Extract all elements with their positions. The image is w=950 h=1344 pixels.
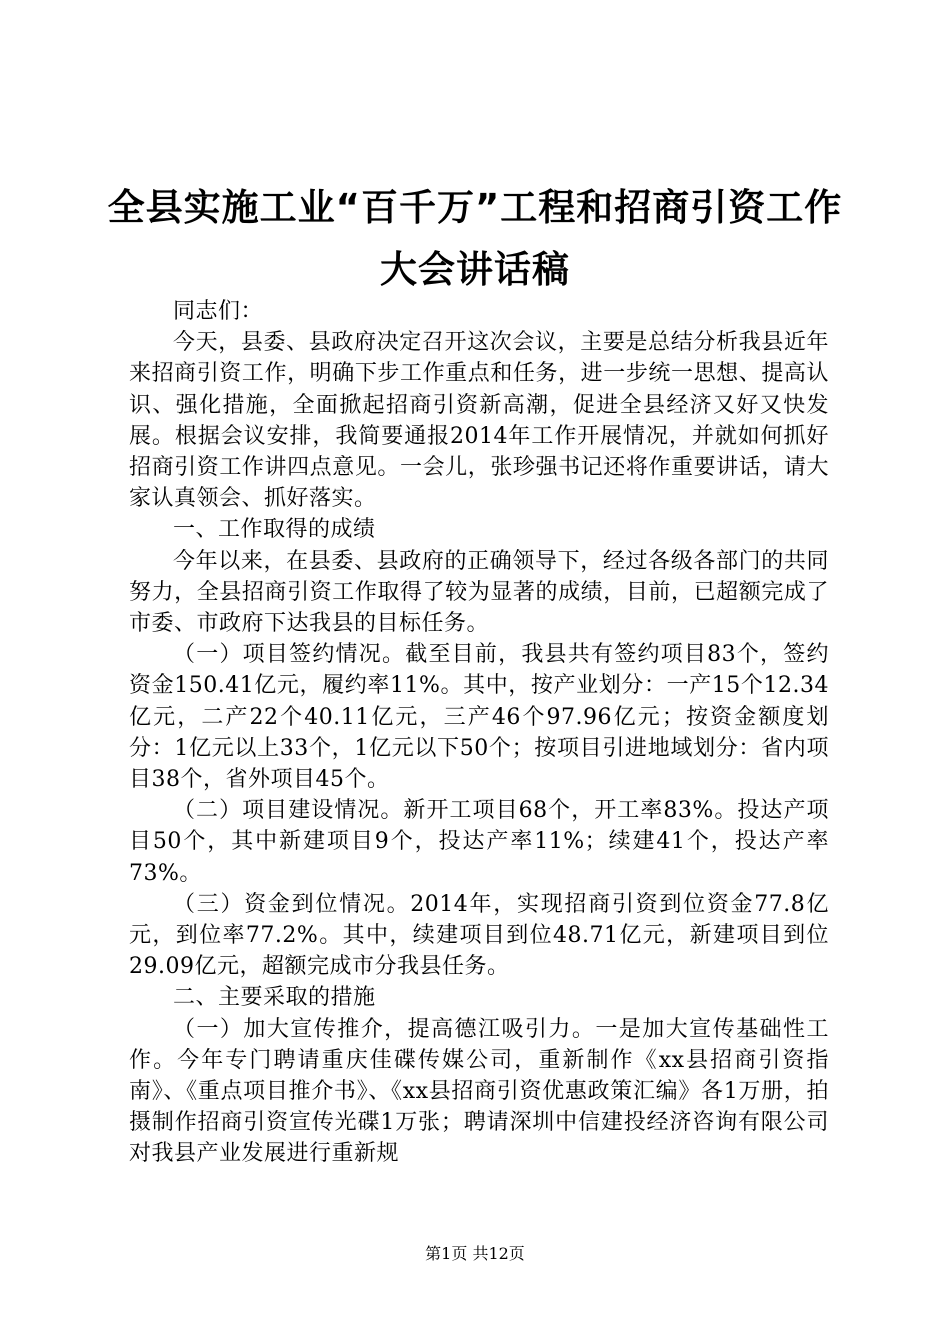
paragraph-project-construction: （二）项目建设情况。新开工项目68个，开工率83%。投达产项目50个，其中新建项目9个，投达产率11%；续建41个，投达产率73%。	[129, 798, 829, 886]
page-number-footer: 第1页 共12页	[425, 1244, 525, 1263]
paragraph-funds-arrival: （三）资金到位情况。2014年，实现招商引资到位资金77.8亿元，到位率77.2%。其中，续建项目到位48.71亿元，新建项目到位29.09亿元，超额完成市分我县任务。	[129, 891, 829, 980]
section-heading-achievements: 一、工作取得的成绩	[173, 517, 376, 543]
document-body	[129, 296, 829, 1170]
document-title-line-1: 全县实施工业“百千万”工程和招商引资工作	[107, 186, 843, 229]
document-title-line-2: 大会讲话稿	[380, 248, 570, 291]
paragraph-achievements-summary: 今年以来，在县委、县政府的正确领导下，经过各级各部门的共同努力，全县招商引资工作取得了较为显著的成绩，目前，已超额完成了市委、市政府下达我县的目标任务。	[129, 548, 829, 637]
section-heading-measures: 二、主要采取的措施	[173, 985, 376, 1011]
paragraph-project-signing: （一）项目签约情况。截至目前，我县共有签约项目83个，签约资金150.41亿元，履约率11%。其中，按产业划分：一产15个12.34亿元，二产22个40.11亿元，三产46个97.96亿元；按资金额度划分：1亿元以上33个，1亿元以下50个；按项目引进地域划分：省内项目38个，省外项目45个。	[129, 642, 829, 793]
paragraph-intro: 今天，县委、县政府决定召开这次会议，主要是总结分析我县近年来招商引资工作，明确下步工作重点和任务，进一步统一思想、提高认识、强化措施，全面掀起招商引资新高潮，促进全县经济又好又快发展。根据会议安排，我简要通报2014年工作开展情况，并就如何抓好招商引资工作讲四点意见。一会儿，张珍强书记还将作重要讲话，请大家认真领会、抓好落实。	[129, 330, 829, 512]
paragraph-promotion: （一）加大宣传推介，提高德江吸引力。一是加大宣传基础性工作。今年专门聘请重庆佳碟传媒公司，重新制作《xx县招商引资指南》、《重点项目推介书》、《xx县招商引资优惠政策汇编》各1万册，拍摄制作招商引资宣传光碟1万张；聘请深圳中信建投经济咨询有限公司对我县产业发展进行重新规	[129, 1016, 829, 1167]
salutation: 同志们：	[173, 299, 264, 324]
